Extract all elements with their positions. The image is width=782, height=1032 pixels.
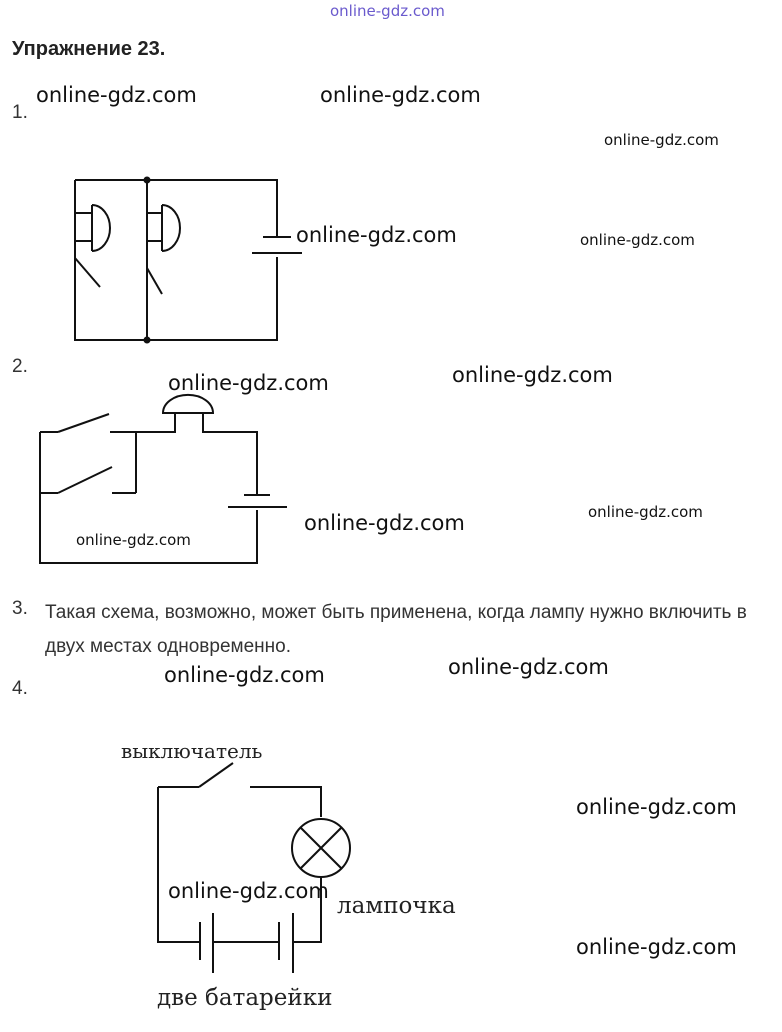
watermark: online-gdz.com: [304, 511, 465, 535]
watermark: online-gdz.com: [76, 531, 191, 549]
watermark: online-gdz.com: [320, 83, 481, 107]
watermark: online-gdz.com: [580, 231, 695, 249]
watermark: online-gdz.com: [588, 503, 703, 521]
item-number-3: 3.: [12, 598, 28, 619]
item-number-2: 2.: [12, 356, 28, 377]
watermark: online-gdz.com: [168, 879, 329, 903]
batteries-label: две батарейки: [157, 985, 333, 1011]
item-3-text: Такая схема, возможно, может быть применена, когда лампу нужно включить в двух местах одновременно.: [45, 602, 747, 657]
watermark: online-gdz.com: [452, 363, 613, 387]
lamp-label: лампочка: [337, 893, 456, 919]
exercise-title: Упражнение 23.: [12, 38, 166, 60]
item-number-4: 4.: [12, 678, 28, 699]
watermark: online-gdz.com: [164, 663, 325, 687]
watermark: online-gdz.com: [168, 371, 329, 395]
watermark: online-gdz.com: [576, 795, 737, 819]
watermark: online-gdz.com: [36, 83, 197, 107]
item-number-1: 1.: [12, 102, 28, 123]
switch-label: выключатель: [121, 739, 263, 763]
watermark: online-gdz.com: [604, 131, 719, 149]
site-header: online-gdz.com: [330, 2, 445, 20]
watermark: online-gdz.com: [448, 655, 609, 679]
watermark: online-gdz.com: [576, 935, 737, 959]
watermark: online-gdz.com: [296, 223, 457, 247]
